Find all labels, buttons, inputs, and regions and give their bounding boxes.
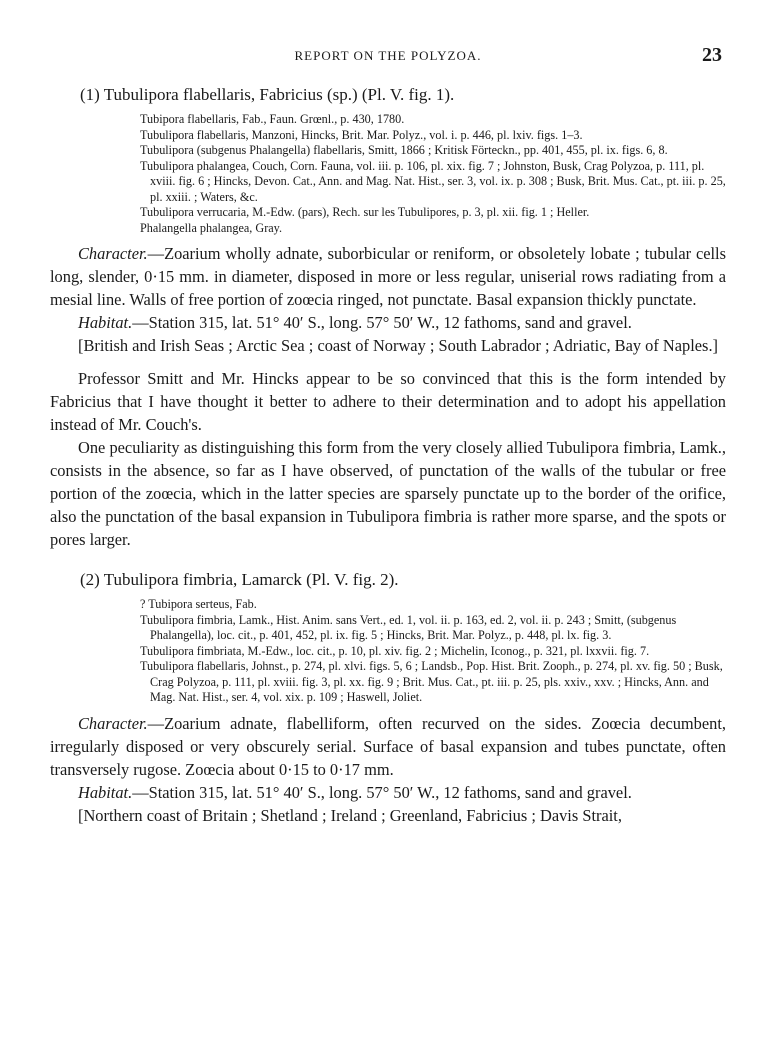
synonym-entry: Tubulipora flabellaris, Manzoni, Hincks, Brit. Mar. Polyz., vol. i. p. 446, pl. lxiv. figs. 1–3. [140, 127, 583, 142]
habitat-text: —Station 315, lat. 51° 40′ S., long. 57° 50′ W., 12 fathoms, sand and gravel. [132, 313, 632, 332]
synonym-entry: Tubulipora flabellaris, Johnst., p. 274, pl. xlvi. figs. 5, 6 ; Landsb., Pop. Hist. Brit. Zooph., p. 274, pl. xv. fig. 50 ; Busk, Crag Polyzoa, p. 111, pl. xviii. fig. 3, pl. xx. fig. 9 ; Brit. Mus. Cat., pt. iii. p. 25, pls. xxiv., xxv. ; Hincks, Ann. and Mag. Nat. Hist., ser. 4, vol. xix. p. 109 ; Haswell, Joliet. [140, 659, 723, 704]
discussion-paragraph-1: Professor Smitt and Mr. Hincks appear to be so convinced that this is the form intended by Fabricius that I have thought it better to adhere to their determination and to adopt his appellation instead of Mr. Couch's. [50, 369, 726, 434]
synonym-entry: Tubulipora phalangea, Couch, Corn. Fauna, vol. iii. p. 106, pl. xix. fig. 7 ; Johnston, Busk, Crag Polyzoa, p. 111, pl. xviii. fig. 6 ; Hincks, Devon. Cat., Ann. and Mag. Nat. Hist., ser. 3, vol. ix. p. 308 ; Busk, Brit. Mus. Cat., pt. iii. p. 25, pl. xxiii. ; Waters, &c. [140, 158, 726, 204]
page-number: 23 [702, 44, 722, 66]
species-heading-2: (2) Tubulipora fimbria, Lamarck (Pl. V. fig. 2). [80, 570, 399, 589]
character-paragraph-2 [50, 712, 726, 781]
synonym-entry: Tubipora flabellaris, Fab., Faun. Grœnl., p. 430, 1780. [140, 112, 405, 126]
running-title: REPORT ON THE POLYZOA. [294, 48, 482, 63]
synonym-entry: ? Tubipora serteus, Fab. [140, 597, 257, 611]
habitat-text: —Station 315, lat. 51° 40′ S., long. 57° 50′ W., 12 fathoms, sand and gravel. [132, 782, 632, 802]
habitat-paragraph-2 [50, 781, 726, 804]
synonym-entry: Tubulipora fimbria, Lamk., Hist. Anim. sans Vert., ed. 1, vol. ii. p. 163, ed. 2, vol. ii. p. 243 ; Smitt, (subgenus Phalangella), loc. cit., p. 401, 452, pl. ix. fig. 5 ; Hincks, Brit. Mar. Polyz., p. 448, pl. lx. fig. 3. [140, 612, 677, 642]
character-text: —Zoarium adnate, flabelliform, often recurved on the sides. Zoœcia decumbent, irregularly disposed or very obscurely serial. Surface of basal expansion and tubes punctate, often transversely rugose. Zoœcia about 0·15 to 0·17 mm. [50, 713, 726, 779]
character-text: —Zoarium wholly adnate, suborbicular or reniform, or obsoletely lobate ; tubular cells long, slender, 0·15 mm. in diameter, disposed in more or less regular, uniserial rows radiating from a mesial line. Walls of free portion of zoœcia ringed, not punctate. Basal expansion thickly punctate. [50, 244, 726, 309]
distribution-1: [British and Irish Seas ; Arctic Sea ; coast of Norway ; South Labrador ; Adriatic, Bay of Naples.] [78, 336, 718, 355]
synonymy-list-2 [140, 597, 726, 706]
species-heading-1: (1) Tubulipora flabellaris, Fabricius (sp.) (Pl. V. fig. 1). [80, 85, 455, 104]
synonym-entry: Tubulipora verrucaria, M.-Edw. (pars), Rech. sur les Tubulipores, p. 3, pl. xii. fig. 1 ; Heller. [140, 205, 590, 219]
habitat-paragraph-1 [50, 311, 726, 334]
habitat-label: Habitat. [78, 313, 133, 332]
character-label: Character. [78, 244, 148, 263]
synonym-entry: Tubulipora fimbriata, M.-Edw., loc. cit., p. 10, pl. xiv. fig. 2 ; Michelin, Iconog., p. 321, pl. lxxvii. fig. 7. [140, 643, 650, 658]
distribution-2: [Northern coast of Britain ; Shetland ; Ireland ; Greenland, Fabricius ; Davis Strait, [78, 805, 622, 825]
synonymy-list-1 [140, 112, 726, 236]
synonym-entry: Tubulipora (subgenus Phalangella) flabellaris, Smitt, 1866 ; Kritisk Förteckn., pp. 401, 455, pl. ix. figs. 6, 8. [140, 143, 668, 157]
synonym-entry: Phalangella phalangea, Gray. [140, 220, 283, 235]
running-header [50, 44, 726, 68]
discussion-paragraph-2: One peculiarity as distinguishing this form from the very closely allied Tubulipora fimbria, Lamk., consists in the absence, so far as I have observed, of punctation of the walls of the tubular or free portion of the zoœcia, which in the latter species are sparsely punctate up to the border of the orifice, also the punctation of the basal expansion in Tubulipora fimbria is rather more sparse, and the spots or pores larger. [50, 438, 726, 549]
character-paragraph-1 [50, 242, 726, 311]
habitat-label: Habitat. [78, 782, 133, 802]
character-label: Character. [78, 713, 148, 733]
